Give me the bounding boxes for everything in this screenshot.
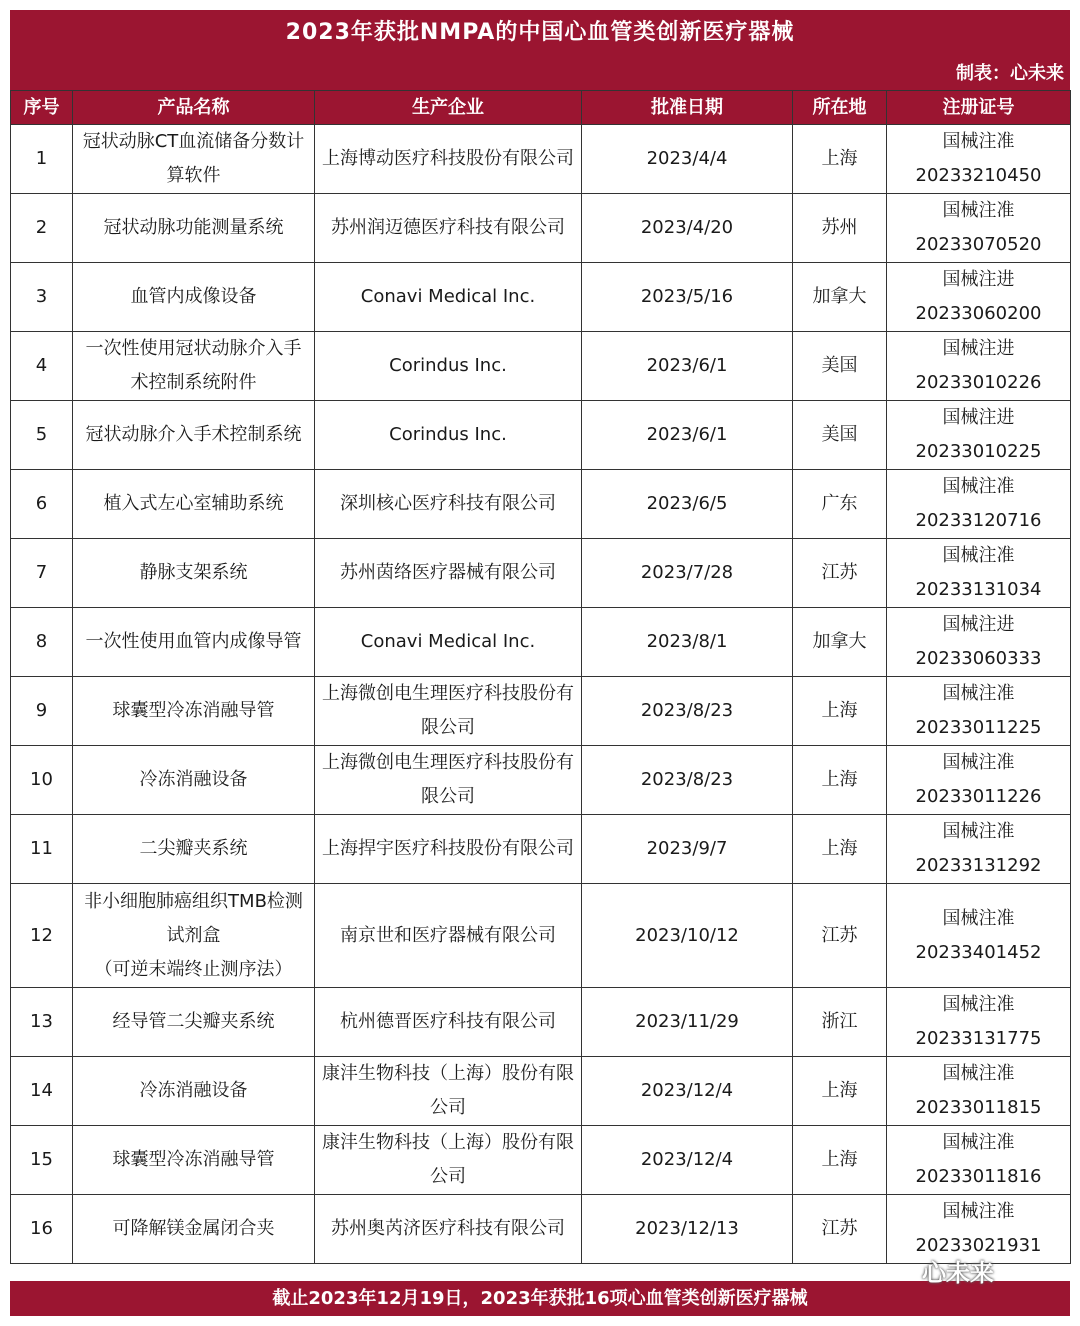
cell-company: 苏州茵络医疗器械有限公司: [315, 539, 582, 608]
table-title: 2023年获批NMPA的中国心血管类创新医疗器械: [285, 20, 795, 45]
cell-name: [73, 332, 315, 401]
cell-date: 2023/6/1: [582, 401, 793, 470]
cell-name: [73, 815, 315, 884]
cell-location: 上海: [793, 677, 887, 746]
cell-reg-prefix: 国械注准: [942, 200, 1015, 221]
header-location: 所在地: [793, 91, 887, 125]
cell-company: 上海微创电生理医疗科技股份有限公司: [315, 677, 582, 746]
cell-date: 2023/8/23: [582, 746, 793, 815]
cell-name-text: 植入式左心室辅助系统: [103, 493, 284, 514]
cell-company: Conavi Medical Inc.: [315, 608, 582, 677]
cell-date: 2023/12/13: [582, 1195, 793, 1264]
cell-name-text: 冠状动脉CT血流储备分数计算软件: [82, 131, 305, 186]
cell-no: 13: [11, 988, 73, 1057]
cell-location: 浙江: [793, 988, 887, 1057]
cell-no: 4: [11, 332, 73, 401]
watermark: 心未来: [922, 1259, 994, 1287]
table-row: [11, 125, 1071, 194]
cell-name: [73, 1057, 315, 1126]
cell-no: 3: [11, 263, 73, 332]
table-row: [11, 677, 1071, 746]
cell-location: 上海: [793, 815, 887, 884]
cell-reg: [887, 677, 1071, 746]
cell-no: 6: [11, 470, 73, 539]
header-no: 序号: [11, 91, 73, 125]
cell-date: 2023/6/1: [582, 332, 793, 401]
header-date: 批准日期: [582, 91, 793, 125]
cell-reg-prefix: 国械注准: [942, 1132, 1015, 1153]
cell-reg-prefix: 国械注准: [942, 752, 1015, 773]
cell-company: Corindus Inc.: [315, 401, 582, 470]
table-row: [11, 884, 1071, 988]
cell-company: 南京世和医疗器械有限公司: [315, 884, 582, 988]
cell-name-text: 非小细胞肺癌组织TMB检测试剂盒: [84, 890, 303, 946]
cell-reg: [887, 608, 1071, 677]
cell-name: [73, 263, 315, 332]
cell-reg-number: 20233060200: [915, 303, 1042, 324]
cell-name-text: 冷冻消融设备: [139, 769, 248, 790]
cell-name-text: 一次性使用血管内成像导管: [85, 631, 302, 652]
cell-date: 2023/4/4: [582, 125, 793, 194]
cell-date: 2023/12/4: [582, 1126, 793, 1195]
cell-reg-prefix: 国械注进: [942, 407, 1015, 428]
cell-reg-prefix: 国械注准: [942, 476, 1015, 497]
cell-reg: [887, 746, 1071, 815]
cell-name: [73, 1195, 315, 1264]
table-row: [11, 1126, 1071, 1195]
cell-reg-prefix: 国械注准: [942, 821, 1015, 842]
cell-name: [73, 884, 315, 988]
cell-date: 2023/5/16: [582, 263, 793, 332]
table-row: [11, 539, 1071, 608]
cell-date: 2023/9/7: [582, 815, 793, 884]
cell-reg: [887, 1195, 1071, 1264]
cell-no: 8: [11, 608, 73, 677]
cell-company: 深圳核心医疗科技有限公司: [315, 470, 582, 539]
cell-location: 上海: [793, 1057, 887, 1126]
cell-company: Corindus Inc.: [315, 332, 582, 401]
cell-name-text: 冠状动脉介入手术控制系统: [85, 424, 302, 445]
cell-no: 2: [11, 194, 73, 263]
table-row: [11, 332, 1071, 401]
cell-location: 江苏: [793, 884, 887, 988]
cell-name: [73, 125, 315, 194]
cell-date: 2023/10/12: [582, 884, 793, 988]
table-row: [11, 194, 1071, 263]
table-row: [11, 746, 1071, 815]
cell-name: [73, 470, 315, 539]
table-row: [11, 1057, 1071, 1126]
footer-note: 截止2023年12月19日，2023年获批16项心血管类创新医疗器械: [10, 1281, 1070, 1316]
cell-no: 10: [11, 746, 73, 815]
cell-company: Conavi Medical Inc.: [315, 263, 582, 332]
cell-reg-number: 20233011226: [915, 786, 1042, 807]
cell-no: 14: [11, 1057, 73, 1126]
cell-name-text: 可降解镁金属闭合夹: [112, 1218, 275, 1239]
cell-date: 2023/8/23: [582, 677, 793, 746]
cell-reg-prefix: 国械注准: [942, 683, 1015, 704]
cell-reg: [887, 988, 1071, 1057]
cell-company: 上海捍宇医疗科技股份有限公司: [315, 815, 582, 884]
cell-name-text: 血管内成像设备: [130, 286, 257, 307]
table-row: [11, 608, 1071, 677]
cell-reg-number: 20233010225: [915, 441, 1042, 462]
cell-location: 加拿大: [793, 263, 887, 332]
title-bar: [10, 10, 1070, 90]
cell-reg-number: 20233011816: [915, 1166, 1042, 1187]
cell-no: 1: [11, 125, 73, 194]
cell-reg-number: 20233060333: [915, 648, 1042, 669]
cell-location: 江苏: [793, 1195, 887, 1264]
cell-reg: [887, 470, 1071, 539]
table-maker: 制表：心未来: [956, 63, 1064, 84]
cell-name-text: 静脉支架系统: [139, 562, 248, 583]
cell-reg-number: 20233011225: [915, 717, 1042, 738]
cell-reg-number: 20233120716: [915, 510, 1042, 531]
cell-name-text: 经导管二尖瓣夹系统: [112, 1011, 275, 1032]
cell-reg: [887, 263, 1071, 332]
cell-location: 苏州: [793, 194, 887, 263]
cell-name: [73, 608, 315, 677]
cell-company: 康沣生物科技（上海）股份有限公司: [315, 1057, 582, 1126]
table-row: [11, 1195, 1071, 1264]
header-reg: 注册证号: [887, 91, 1071, 125]
cell-date: 2023/7/28: [582, 539, 793, 608]
cell-reg-prefix: 国械注进: [942, 338, 1015, 359]
table-row: [11, 470, 1071, 539]
cell-name-text: 冠状动脉功能测量系统: [103, 217, 284, 238]
cell-name: [73, 988, 315, 1057]
cell-reg-number: 20233131292: [915, 855, 1042, 876]
cell-no: 11: [11, 815, 73, 884]
cell-reg-number: 20233401452: [915, 941, 1042, 963]
cell-name-text: 二尖瓣夹系统: [139, 838, 248, 859]
cell-reg-prefix: 国械注准: [942, 994, 1015, 1015]
table-row: [11, 401, 1071, 470]
table-row: [11, 988, 1071, 1057]
cell-company: 康沣生物科技（上海）股份有限公司: [315, 1126, 582, 1195]
cell-name: [73, 539, 315, 608]
cell-reg-prefix: 国械注准: [942, 545, 1015, 566]
cell-location: 上海: [793, 125, 887, 194]
cell-date: 2023/11/29: [582, 988, 793, 1057]
cell-reg-number: 20233021931: [915, 1235, 1042, 1256]
cell-name: [73, 194, 315, 263]
cell-date: 2023/6/5: [582, 470, 793, 539]
cell-reg-number: 20233131775: [915, 1028, 1042, 1049]
cell-location: 江苏: [793, 539, 887, 608]
cell-reg-prefix: 国械注准: [942, 907, 1015, 929]
cell-reg-number: 20233011815: [915, 1097, 1042, 1118]
cell-reg: [887, 1057, 1071, 1126]
cell-no: 12: [11, 884, 73, 988]
cell-name-extra: （可逆末端终止测序法）: [94, 958, 293, 980]
cell-reg-prefix: 国械注进: [942, 614, 1015, 635]
cell-reg-prefix: 国械注准: [942, 131, 1015, 152]
cell-no: 16: [11, 1195, 73, 1264]
cell-reg-number: 20233010226: [915, 372, 1042, 393]
table-row: [11, 815, 1071, 884]
cell-name-text: 球囊型冷冻消融导管: [112, 1149, 275, 1170]
cell-reg-number: 20233210450: [915, 165, 1042, 186]
cell-company: 上海微创电生理医疗科技股份有限公司: [315, 746, 582, 815]
cell-company: 上海博动医疗科技股份有限公司: [315, 125, 582, 194]
header-company: 生产企业: [315, 91, 582, 125]
table-row: [11, 263, 1071, 332]
cell-date: 2023/8/1: [582, 608, 793, 677]
cell-reg-number: 20233070520: [915, 234, 1042, 255]
cell-reg-number: 20233131034: [915, 579, 1042, 600]
cell-company: 杭州德晋医疗科技有限公司: [315, 988, 582, 1057]
cell-reg-prefix: 国械注准: [942, 1063, 1015, 1084]
cell-name-text: 冷冻消融设备: [139, 1080, 248, 1101]
cell-name: [73, 677, 315, 746]
cell-date: 2023/12/4: [582, 1057, 793, 1126]
cell-name-text: 一次性使用冠状动脉介入手术控制系统附件: [85, 338, 302, 393]
cell-reg-prefix: 国械注准: [942, 1201, 1015, 1222]
cell-name: [73, 746, 315, 815]
cell-reg-prefix: 国械注进: [942, 269, 1015, 290]
cell-name-text: 球囊型冷冻消融导管: [112, 700, 275, 721]
cell-location: 美国: [793, 332, 887, 401]
cell-company: 苏州奥芮济医疗科技有限公司: [315, 1195, 582, 1264]
cell-location: 上海: [793, 1126, 887, 1195]
cell-company: 苏州润迈德医疗科技有限公司: [315, 194, 582, 263]
cell-no: 15: [11, 1126, 73, 1195]
cell-location: 加拿大: [793, 608, 887, 677]
cell-location: 美国: [793, 401, 887, 470]
header-row: [11, 91, 1071, 125]
device-table: [10, 90, 1071, 1264]
table-body: [11, 125, 1071, 1264]
cell-name: [73, 1126, 315, 1195]
cell-reg: [887, 884, 1071, 988]
cell-no: 7: [11, 539, 73, 608]
cell-location: 上海: [793, 746, 887, 815]
cell-reg: [887, 125, 1071, 194]
header-name: 产品名称: [73, 91, 315, 125]
cell-reg: [887, 332, 1071, 401]
cell-name: [73, 401, 315, 470]
cell-reg: [887, 539, 1071, 608]
cell-date: 2023/4/20: [582, 194, 793, 263]
cell-location: 广东: [793, 470, 887, 539]
cell-reg: [887, 1126, 1071, 1195]
cell-no: 5: [11, 401, 73, 470]
cell-reg: [887, 815, 1071, 884]
cell-no: 9: [11, 677, 73, 746]
cell-reg: [887, 194, 1071, 263]
cell-reg: [887, 401, 1071, 470]
